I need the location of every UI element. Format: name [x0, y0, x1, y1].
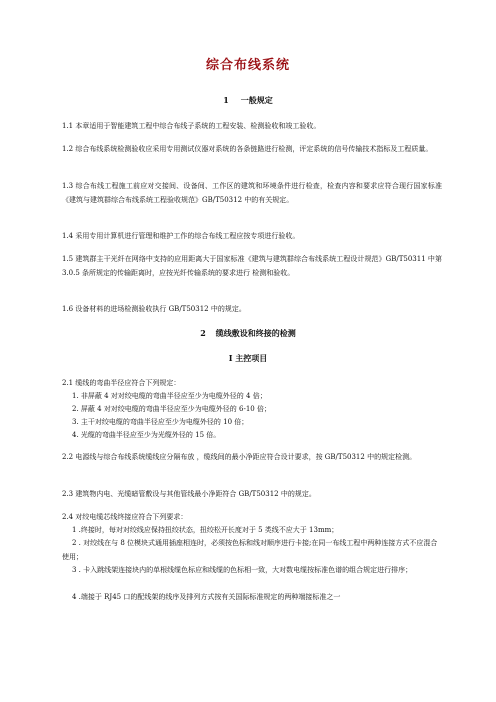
- paragraph-2-2: 2.2 电源线与综合布线系统缆线应分隔布放 ，缆线间的最小净距应符合设计要求，按 GB/T50312 中的规定检测。: [62, 453, 417, 461]
- section-title: 缆线敷设和终接的检测: [215, 328, 296, 338]
- section-number: 2: [200, 328, 206, 338]
- section-heading-1: [0, 95, 496, 106]
- list-item-text: 2 . 对绞线在与 8 位模块式通用插座相连时，必须按色标和线对顺序进行卡接;在同一布线工程中两种连接方式不应混合使用；: [62, 539, 438, 561]
- paragraph-1-6: 1.6 设备材料的进场检测验收执行 GB/T50312 中的规定。: [62, 305, 246, 313]
- list-item-text: 3 . 卡入跳线架连接块内的单根线缆色标应和线缆的色标相一致，大对数电缆按标准色谱的组合规定进行排序；: [72, 566, 413, 574]
- section-number: 1: [223, 95, 229, 105]
- subsection-heading: I 主控项目: [228, 353, 268, 363]
- paragraph-2-1: 2.1 缆线的弯曲半径应符合下列规定：: [62, 379, 181, 387]
- list-item-text: 1 .终接时，每对对绞线应保持扭绞状态，扭绞松开长度对于 5 类线不应大于 13mm；: [72, 526, 339, 534]
- paragraph-1-2: 1.2 综合布线系统检测验收应采用专用测试仪器对系统的各条链路进行检测，评定系统的信号传输技术指标及工程质量。: [62, 145, 433, 153]
- paragraph-1-1: 1.1 本章适用于智能建筑工程中综合布线子系统的工程安装、检测验收和竣工验收。: [62, 122, 321, 130]
- list-item: [62, 524, 442, 538]
- list-item: 3. 主干对绞电缆的弯曲半径应至少为电缆外径的 10 倍；: [72, 418, 249, 426]
- list-item: 2. 屏蔽 4 对对绞电缆的弯曲半径应至少为电缆外径的 6-10 倍；: [72, 405, 271, 413]
- paragraph-2-4: 2.4 对绞电缆芯线终接应符合下列要求：: [62, 513, 188, 521]
- paragraph-1-3: 1.3 综合布线工程施工前应对交接间、设备间、工作区的建筑和环境条件进行检查，检查内容和要求应符合现行国家标准《建筑与建筑群综合布线系统工程验收规范》GB/T50312 中的有关规定。: [62, 182, 442, 204]
- list-item: [62, 537, 442, 564]
- list-item: [62, 591, 442, 605]
- section-title: 一般规定: [240, 95, 273, 105]
- paragraph-2-3: 2.3 建筑物内电、光缆暗管敷设与其他管线最小净距符合 GB/T50312 中的规定。: [62, 490, 316, 498]
- list-item: 4. 光缆的弯曲半径应至少为光缆外径的 15 倍。: [72, 431, 221, 439]
- section-heading-2: [0, 328, 496, 339]
- document-title: 综合布线系统: [205, 58, 290, 73]
- list-item-text: 4 .端接于 RJ45 口的配线架的线序及排列方式按有关国际标准规定的两种端接标准之一: [72, 593, 341, 601]
- list-item: 1. 非屏蔽 4 对对绞电缆的弯曲半径应至少为电缆外径的 4 倍；: [72, 392, 267, 400]
- paragraph-1-4: 1.4 采用专用计算机进行管理和维护工作的综合布线工程应按专项进行验收。: [62, 232, 300, 240]
- paragraph-1-5: 1.5 建筑群主干光纤在网络中支持的应用距离大于国家标准《建筑与建筑群综合布线系统工程设计规范》GB/T50311 中第 3.0.5 条所规定的传输距离时，应按光纤传输系统的要求进行 检测和验收。: [62, 255, 442, 277]
- list-item: [62, 564, 442, 578]
